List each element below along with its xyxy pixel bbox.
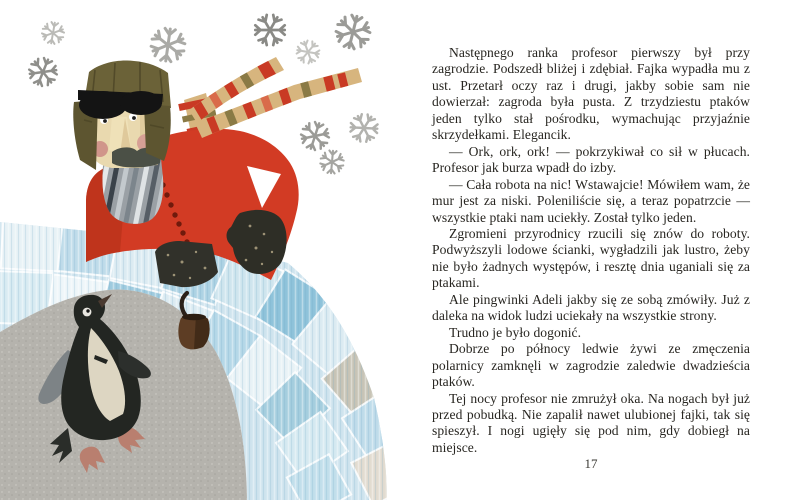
paragraph: Zgromieni przyrodnicy rzucili się znów do roboty. Podwyższyli lodowe ścianki, wygładzili jak lustro, żeby nie było żadnych występów, i resztę dnia uganiali się za ptakami.: [432, 225, 750, 291]
paragraph: — Cała robota na nic! Wstawajcie! Mówiłem wam, że mur jest za niski. Poleniliście się, a teraz popatrzcie — wszystkie ptaki nam uciekły. Został tylko jeden.: [432, 176, 750, 225]
snowflake-icon: [345, 109, 382, 146]
snowflake-icon: [250, 10, 291, 51]
penguin-pupil: [86, 309, 89, 312]
paragraph: Trudno je było dogonić.: [449, 324, 582, 340]
snowflake-icon: [298, 119, 332, 153]
paragraph: Dobrze po północy ledwie żywi ze zmęczenia polarnicy zamknęli w zagrodzie zaledwie dwadzieścia ptaków.: [432, 341, 750, 390]
snowflake-icon: [41, 21, 66, 45]
snowflake-icon: [333, 12, 373, 51]
paragraph: — Ork, ork, ork! — pokrzykiwał co sił w płucach. Profesor jak burza wpadł do izby.: [432, 143, 750, 176]
paragraph: Tej nocy profesor nie zmrużył oka. Na nogach był już przed pobudką. Nie zapalił nawet ulubionej fajki, tak się spieszył. I nogi ugięły się pod nim, gdy dobiegł na miejsce.: [432, 390, 750, 455]
page-number: 17: [584, 456, 598, 471]
mitten: [155, 241, 218, 287]
snowflake-icon: [292, 36, 323, 67]
paragraph: Ale pingwinki Adeli jakby się ze sobą zmówiły. Już z daleka na widok ludzi uciekały na wszystkie strony.: [432, 291, 750, 324]
story-text: [432, 45, 750, 456]
snowflake-icon: [25, 55, 60, 90]
paragraph: Następnego ranka profesor pierwszy był przy zagrodzie. Podszedł bliżej i zdębiał. Fajka wypadła mu z ust. Przetarł oczy raz i drugi, jakby sobie sam nie dowierzał: zagroda była pusta. Z trzydziestu ptaków jeden tylko stał pośrodku, wymachując przyjaźnie skrzydełkami. Elegancik.: [432, 45, 750, 143]
snowflake-icon: [149, 27, 186, 63]
snowflake-icon: [320, 150, 345, 174]
